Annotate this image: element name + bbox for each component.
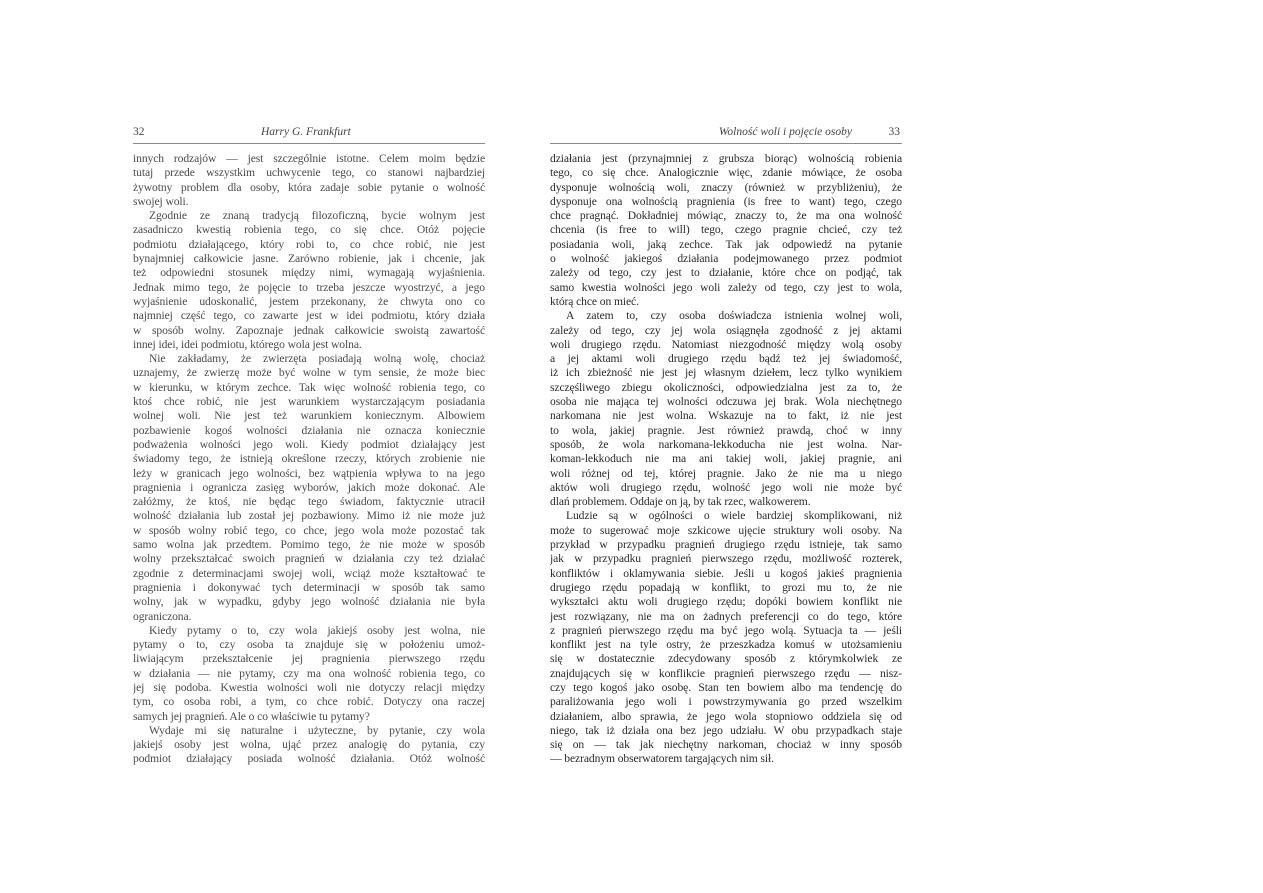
text-line: chcenia (is free to will) tego, czego pragnie chcieć, czy też: [550, 223, 902, 237]
text-line: o wolność jakiegoś działania podejmowanego przez podmiot: [550, 252, 902, 266]
text-line: woli drugiego rzędu. Natomiast niezgodność między wolą osoby: [550, 337, 902, 351]
text-line: pragnienia i ogranicza zasięg wyborów, jakich może dokonać. Ale: [133, 480, 485, 494]
text-line: czy tego kogoś jako osobę. Stan ten bowiem albo ma tendencję do: [550, 680, 902, 694]
text-line: się w dostatecznie zdecydowany sposób z którymkolwiek ze: [550, 652, 902, 666]
page-number: 32: [133, 126, 145, 138]
left-page-header: [133, 126, 485, 144]
text-line: zgodnie z determinacjami swojej woli, wciąż może kształtować te: [133, 566, 485, 580]
text-line: wolny przekształcać swoich pragnień w działania czy też działać: [133, 552, 485, 566]
text-line: pytamy o to, czy osoba ta znajduje się w położeniu umoż-: [133, 638, 485, 652]
text-line: się on — tak jak niechętny narkoman, chociaż w inny sposób: [550, 738, 902, 752]
text-line: A zatem to, czy osoba doświadcza istnienia wolnej woli,: [566, 309, 902, 323]
left-page-body: [133, 152, 485, 767]
text-line: drugiego rzędu popadają w konflikt, to grozi mu to, że nie: [550, 580, 902, 594]
running-head: Wolność woli i pojęcie osoby: [718, 126, 852, 138]
text-line: Jednak mimo tego, że pojęcie to trzeba jeszcze wyostrzyć, a jego: [133, 280, 485, 294]
text-line: pragnienia i dokonywać tych determinacji w sposób tak samo: [133, 580, 485, 594]
text-line: wolny, jak w wypadku, gdyby jego wolność działania nie była: [133, 595, 485, 609]
text-line: działaniem, albo sprawia, że jego wola stopniowo oddziela się od: [550, 709, 902, 723]
text-line: dysponuje ona wolnością pragnienia (is free to want) tego, czego: [550, 194, 902, 208]
text-line: tutaj przede wszystkim uchwycenie tego, co stanowi najbardziej: [133, 166, 485, 180]
text-line: z pragnień pierwszego rzędu ma być jego wolą. Sytuacja ta — jeśli: [550, 623, 902, 637]
right-page: [550, 126, 902, 767]
text-line: — bezradnym obserwatorem targających nim sił.: [550, 752, 774, 766]
text-line: swojej woli.: [133, 194, 189, 208]
text-line: tego, co się chce. Analogicznie więc, zdanie mówiące, że osoba: [550, 166, 902, 180]
text-line: posiadania woli, jaką zechce. Tak jak odpowiedź na pytanie: [550, 237, 902, 251]
text-line: jest rozwiązany, nie ma on żadnych preferencji co do tego, które: [550, 609, 902, 623]
text-line: narkomana nie jest wolna. Wskazuje na to fakt, iż nie jest: [550, 409, 902, 423]
text-line: zależy od tego, czy jej wola osiągnęła zgodność z jej aktami: [550, 323, 902, 337]
text-line: samo kwestia wolności jego woli zależy od tego, czy jest to wola,: [550, 280, 902, 294]
text-line: żywotny problem dla osoby, która zadaje sobie pytanie o wolność: [133, 180, 485, 194]
text-line: paraliżowania jego woli i powstrzymywania go przed wszelkim: [550, 695, 902, 709]
text-line: wykształci aktu woli drugiego rzędu; dopóki bowiem konflikt nie: [550, 595, 902, 609]
text-line: konflikt jest na tyle ostry, że przeszkadza komuś w utożsamieniu: [550, 638, 902, 652]
text-line: w kierunku, w którym zechce. Tak więc wolność robienia tego, co: [133, 380, 485, 394]
text-line: innych rodzajów — jest szczególnie istotne. Celem moim będzie: [133, 152, 485, 165]
text-line: samych jej pragnień. Ale o co właściwie tu pytamy?: [133, 709, 370, 723]
text-line: jakiejś osoby jest wolna, ująć przez analogię do pytania, czy: [133, 738, 485, 752]
text-line: w działania — nie pytamy, czy ma ona wolność robienia tego, co: [133, 666, 485, 680]
text-line: koman-lekkoduch nie ma ani takiej woli, jakiej pragnie, ani: [550, 452, 902, 466]
text-line: uznajemy, że zwierzę może być wolne w tym sensie, że może biec: [133, 366, 485, 380]
text-line: to wola, jakiej pragnie. Jest również prawdą, choć w inny: [550, 423, 902, 437]
text-line: przykład w przypadku pragnień drugiego rzędu istnieje, tak samo: [550, 538, 902, 552]
text-line: zasadniczo kwestią robienia tego, co się chce. Otóż pojęcie: [133, 223, 485, 237]
text-line: liwiającym przekształcenie jej pragnienia pierwszego rzędu: [133, 652, 485, 666]
text-line: aktów woli drugiego rzędu, wolność jego woli nie może być: [550, 480, 902, 494]
text-line: a jej aktami woli drugiego rzędu bądź też jej świadomość,: [550, 352, 902, 366]
right-page-body: [550, 152, 902, 767]
running-head: Harry G. Frankfurt: [261, 126, 351, 138]
text-line: Kiedy pytamy o to, czy wola jakiejś osoby jest wolna, nie: [149, 623, 485, 637]
text-line: w sposób wolny robić tego, co chce, jego wola może pozostać tak: [133, 523, 485, 537]
text-line: załóżmy, że ktoś, nie będąc tego świadom, faktycznie utracił: [133, 495, 485, 509]
text-line: też odpowiedni stosunek między nimi, wymagają wyjaśnienia.: [133, 266, 485, 280]
text-line: Zgodnie ze znaną tradycją filozoficzną, bycie wolnym jest: [149, 209, 485, 223]
text-line: znajdujących się w konflikcie pragnień pierwszego rzędu — nisz-: [550, 666, 902, 680]
text-line: konfliktów i oklamywania siebie. Jeśli u kogoś jakieś pragnienia: [550, 566, 902, 580]
text-line: jak w przypadku pragnień pierwszego rzędu, możliwość rozterek,: [550, 552, 902, 566]
text-line: w sposób wolny. Zapoznaje jednak całkowicie swoistą zawartość: [133, 323, 485, 337]
text-line: wyjaśnienie udoskonalić, jestem przekonany, że chwyta ono co: [133, 294, 485, 308]
text-line: podmiot działający posiada wolność działania. Otóż wolność: [133, 752, 485, 766]
text-line: ograniczona.: [133, 609, 192, 623]
text-line: tym, co osoba robi, a tym, co chce robić. Dotyczy ona raczej: [133, 695, 485, 709]
text-line: najmniej część tego, co zawarte jest w idei podmiotu, który działa: [133, 309, 485, 323]
text-line: podmiotu działającego, który robi to, co chce robić, nie jest: [133, 237, 485, 251]
text-line: samo wolna jak przedtem. Pomimo tego, że nie może w sposób: [133, 538, 485, 552]
text-line: osoba nie mająca tej wolności odczuwa jej brak. Wola niechętnego: [550, 395, 902, 409]
text-line: pozbawienie kogoś wolności działania nie oznacza koniecznie: [133, 423, 485, 437]
text-line: działania jest (przynajmniej z grubsza biorąc) wolnością robienia: [550, 152, 902, 165]
text-line: świadomy tego, że istnieją określone rzeczy, których zrobienie nie: [133, 452, 485, 466]
text-line: podważenia wolności jego woli. Kiedy podmiot działający jest: [133, 437, 485, 451]
text-line: niego, tak iż działa ona bez jego udziału. W obu przypadkach staje: [550, 723, 902, 737]
text-line: wolnej woli. Nie jest też warunkiem koniecznym. Albowiem: [133, 409, 485, 423]
left-page: [133, 126, 485, 767]
text-line: jej się podoba. Kwestia wolności woli nie dotyczy relacji między: [133, 680, 485, 694]
text-line: iż ich zbieżność nie jest jej własnym dziełem, lecz tylko wynikiem: [550, 366, 902, 380]
text-line: wolność działania lub został jej pozbawiony. Mimo iż nie może już: [133, 509, 485, 523]
text-line: leży w granicach jego wolności, bez wątpienia wpływa to na jego: [133, 466, 485, 480]
text-line: zależy od tego, czy jest to działanie, które chce on podjąć, tak: [550, 266, 902, 280]
text-line: którą chce on mieć.: [550, 294, 639, 308]
text-line: sposób, że wola narkomana-lekkoducha nie jest wolna. Nar-: [550, 437, 902, 451]
right-page-header: [550, 126, 902, 144]
text-line: chce pragnąć. Dokładniej mówiąc, znaczy to, że ma ona wolność: [550, 209, 902, 223]
text-line: Nie zakładamy, że zwierzęta posiadają wolną wolę, chociaż: [149, 352, 485, 366]
text-line: Ludzie są w ogólności o wiele bardziej skomplikowani, niż: [566, 509, 902, 523]
text-line: Wydaje mi się naturalne i użyteczne, by pytanie, czy wola: [149, 723, 485, 737]
text-line: bynajmniej całkowicie jasne. Zarówno robienie, jak i chcenie, jak: [133, 252, 485, 266]
text-line: ktoś chce robić, nie jest warunkiem wystarczającym posiadania: [133, 395, 485, 409]
text-line: dysponuje wolnością woli, znaczy (również w przybliżeniu), że: [550, 180, 902, 194]
text-line: dlań problemem. Oddaje on ją, by tak rzec, walkowerem.: [550, 495, 811, 509]
text-line: może to sugerować moje szkicowe ujęcie struktury woli osoby. Na: [550, 523, 902, 537]
text-line: woli różnej od tej, której pragnie. Jako że nie ma u niego: [550, 466, 902, 480]
page-number: 33: [888, 126, 900, 138]
text-line: innej idei, idei podmiotu, którego wola jest wolna.: [133, 337, 362, 351]
text-line: szczęśliwego zbiegu okoliczności, odpowiedzialna jest za to, że: [550, 380, 902, 394]
